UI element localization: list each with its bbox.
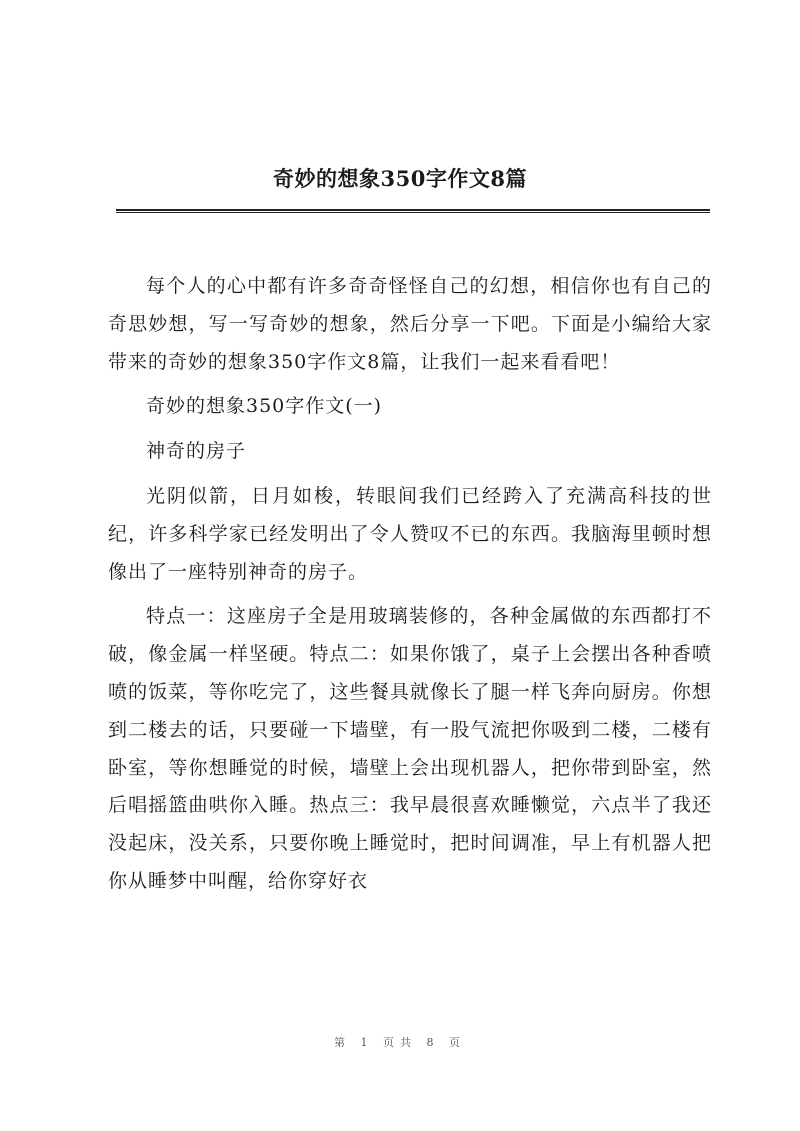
document-title: 奇妙的想象350字作文8篇: [273, 166, 527, 191]
body-paragraph: 光阴似箭，日月如梭，转眼间我们已经跨入了充满高科技的世纪，许多科学家已经发明出了令人赞叹不已的东西。我脑海里顿时想像出了一座特别神奇的房子。: [108, 484, 712, 583]
document-body: [108, 268, 712, 901]
intro-paragraph: 每个人的心中都有许多奇奇怪怪自己的幻想，相信你也有自己的奇思妙想，写一写奇妙的想象，然后分享一下吧。下面是小编给大家带来的奇妙的想象350字作文8篇，让我们一起来看看吧！: [108, 275, 712, 373]
body-paragraph: 特点一：这座房子全是用玻璃装修的，各种金属做的东西都打不破，像金属一样坚硬。特点二：如果你饿了，桌子上会摆出各种香喷喷的饭菜，等你吃完了，这些餐具就像长了腿一样飞奔向厨房。你想到二楼去的话，只要碰一下墙壁，有一股气流把你吸到二楼，二楼有卧室，等你想睡觉的时候，墙壁上会出现机器人，把你带到卧室，然后唱摇篮曲哄你入睡。热点三：我早晨很喜欢睡懒觉，六点半了我还没起床，没关系，只要你晚上睡觉时，把时间调准，早上有机器人把你从睡梦中叫醒，给你穿好衣: [108, 605, 712, 892]
essay-heading: 奇妙的想象350字作文(一): [146, 395, 383, 418]
page-number-footer: 第 1 页共 8 页: [334, 1036, 466, 1049]
title-divider: [116, 209, 710, 213]
essay-subtitle: 神奇的房子: [146, 440, 247, 463]
